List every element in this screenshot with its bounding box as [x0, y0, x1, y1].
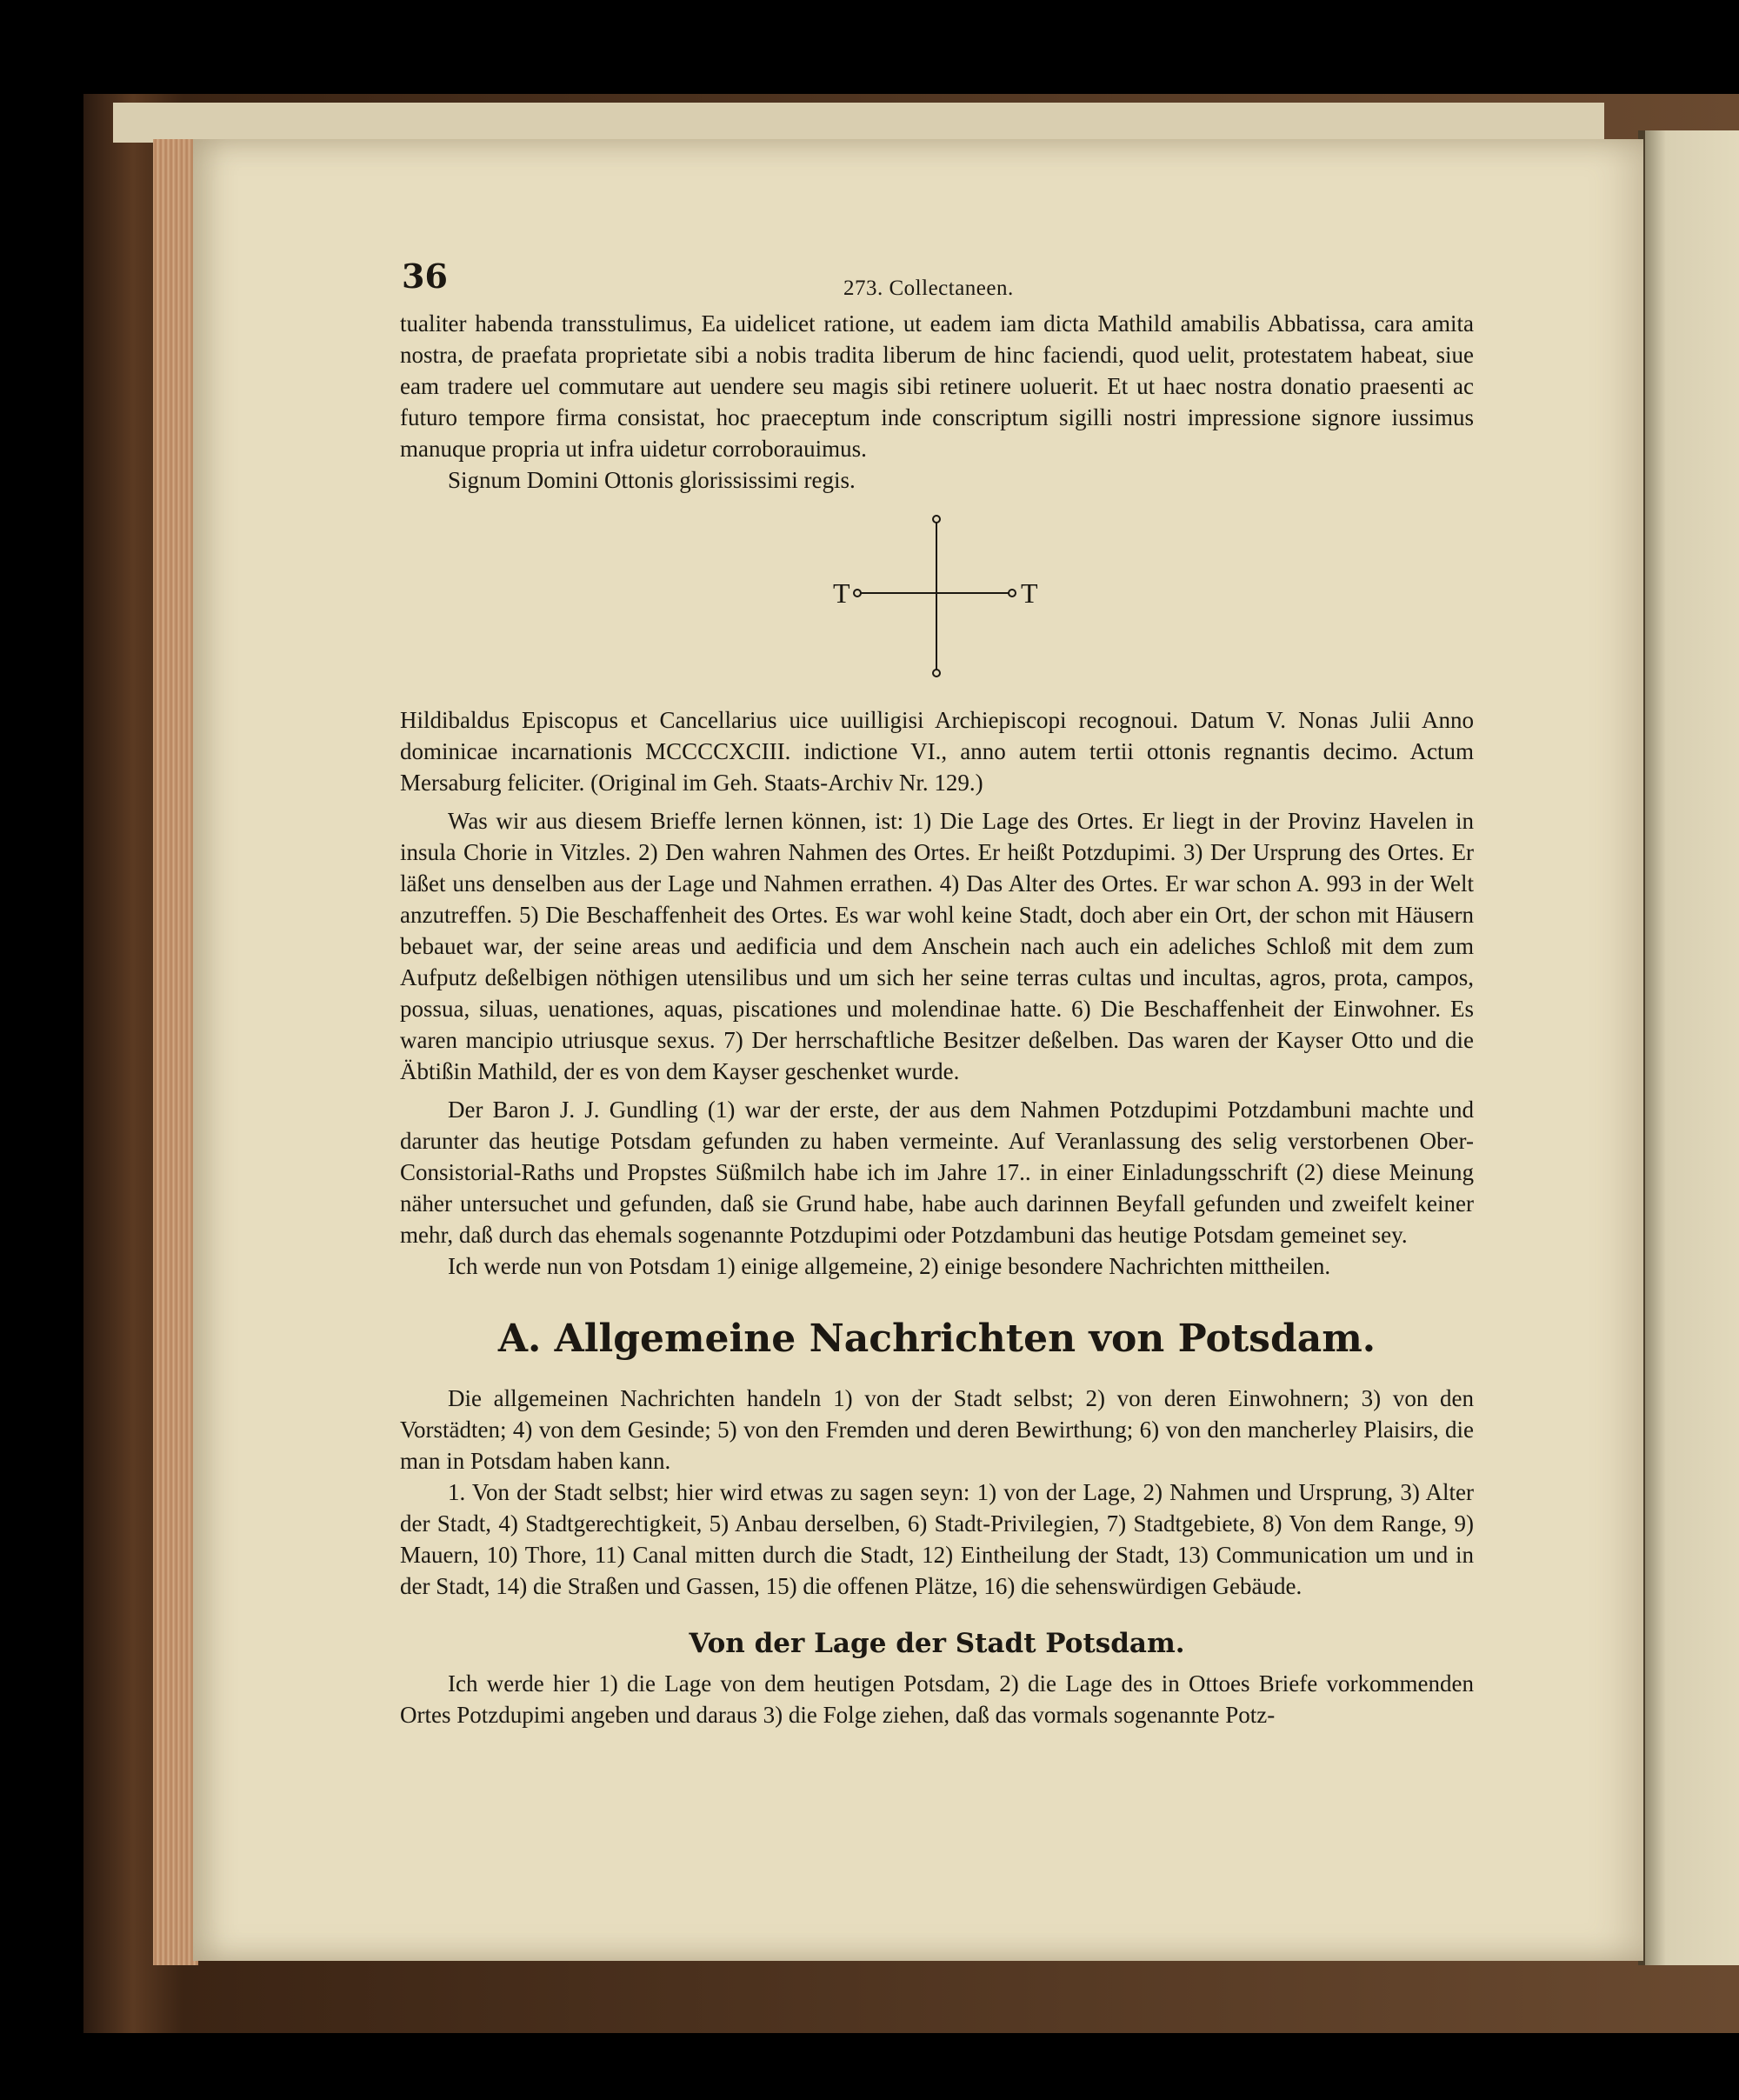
signum-line: Signum Domini Ottonis glorississimi regis.: [448, 467, 856, 493]
monogram-cross: [400, 496, 1474, 704]
section-paragraph-1: Die allgemeinen Nachrichten handeln 1) von der Stadt selbst; 2) von deren Einwohnern; 3) von den Vorstädten; 4) von dem Gesinde; 5) von den Fremden und deren Bewirthung; 6) von den mancherley Plaisirs, die man in Potsdam haben kann.: [400, 1385, 1474, 1474]
section-paragraph-2: 1. Von der Stadt selbst; hier wird etwas zu sagen seyn: 1) von der Lage, 2) Nahmen und Ursprung, 3) Alter der Stadt, 4) Stadtgerechtigkeit, 5) Anbau derselben, 6) Stadt-Privilegien, 7) Stadtgebiete, 8) Von dem Range, 9) Mauern, 10) Thore, 11) Canal mitten durch die Stadt, 12) Eintheilung der Stadt, 13) Communication um und in der Stadt, 14) die Straßen und Gassen, 15) die offenen Plätze, 16) die sehenswürdigen Gebäude.: [400, 1479, 1474, 1599]
cross-top-circle: [933, 516, 940, 523]
cover-top-edge: [113, 103, 1604, 143]
monogram-left-letter: T: [833, 577, 850, 609]
latin-paragraph-1: tualiter habenda transstulimus, Ea uidelicet ratione, ut eadem iam dicta Mathild amabilis Abbatissa, cara amita nostra, de praefata proprietate sibi a nobis tradita liberum de hinc faciendi, quod uelit, protestatem habeat, siue eam tradere uel commutare aut uendere seu magis sibi retinere uoluerit. Et ut haec nostra donatio praesenti ac futuro tempore firma consistat, hoc praeceptum inde conscriptum sigilli nostri impressione signore iussimus manuque propria ut infra uidetur corroborauimus.: [400, 310, 1474, 462]
cross-bottom-circle: [933, 670, 940, 677]
cross-right-circle: [1009, 590, 1016, 597]
german-paragraph-1: Was wir aus diesem Brieffe lernen können, ist: 1) Die Lage des Ortes. Er liegt in der Provinz Havelen in insula Chorie in Vitzles. 2) Den wahren Nahmen des Ortes. Er heißt Potzdupimi. 3) Der Ursprung des Ortes. Er läßet uns denselben aus der Lage und Nahmen errathen. 4) Das Alter des Ortes. Er war schon A. 993 in der Welt anzutreffen. 5) Die Beschaffenheit des Ortes. Es war wohl keine Stadt, doch aber ein Ort, der schon mit Häusern bebauet war, der seine areas und aedificia und dem Anschein nach auch ein adeliches Schloß mit dem zum Aufputz deßelbigen nöthigen utensilibus und um sich her seine terras cultas und incultas, agros, prota, campos, possua, siluas, uenationes, aquas, piscationes und molendinae hatte. 6) Die Beschaffenheit der Einwohner. Es waren mancipio utriusque sexus. 7) Der herrschaftliche Besitzer deßelben. Das waren der Kayser Otto und die Äbtißin Mathild, der es von dem Kayser geschenket wurde.: [400, 808, 1474, 1084]
running-head: 273. Collectaneen.: [843, 277, 1014, 300]
section-paragraph-3: Ich werde hier 1) die Lage von dem heutigen Potsdam, 2) die Lage des in Ottoes Briefe vorkommenden Ortes Potzdupimi angeben und daraus 3) die Folge ziehen, daß das vormals sogenannte Potz-: [400, 1670, 1474, 1728]
page-header: [400, 257, 1474, 308]
page-content: [400, 257, 1474, 1730]
german-paragraph-3: Ich werde nun von Potsdam 1) einige allgemeine, 2) einige besondere Nachrichten mittheilen.: [448, 1253, 1331, 1279]
latin-paragraph-2: Hildibaldus Episcopus et Cancellarius uice uuilligisi Archiepiscopi recognoui. Datum V. Nonas Julii Anno dominicae incarnationis MCCCCXCIII. indictione VI., anno autem tertii ottonis regnantis decimo. Actum Mersaburg feliciter. (Original im Geh. Staats-Archiv Nr. 129.): [400, 707, 1474, 796]
page-stack-edge: [153, 139, 198, 1965]
next-page-edge: [1642, 130, 1739, 1965]
cross-left-circle: [854, 590, 861, 597]
monogram-right-letter: T: [1021, 577, 1038, 609]
page-number: 36: [402, 257, 448, 296]
sub-heading: Von der Lage der Stadt Potsdam.: [689, 1628, 1185, 1659]
german-paragraph-2: Der Baron J. J. Gundling (1) war der erste, der aus dem Nahmen Potzdupimi Potzdambuni machte und darunter das heutige Potsdam gefunden zu haben vermeinte. Auf Veranlassung des selig verstorbenen Ober-Consistorial-Raths und Propstes Süßmilch habe ich im Jahre 17.. in einer Einladungsschrift (2) diese Meinung näher untersuchet und gefunden, daß sie Grund habe, habe auch darinnen Beyfall gefunden und zweifelt keiner mehr, daß durch das ehemals sogenannte Potzdupimi oder Potzdambuni das heutige Potsdam gemeinet sey.: [400, 1097, 1474, 1248]
cross-drawing: [400, 496, 1474, 704]
section-heading: A. Allgemeine Nachrichten von Potsdam.: [497, 1317, 1376, 1361]
